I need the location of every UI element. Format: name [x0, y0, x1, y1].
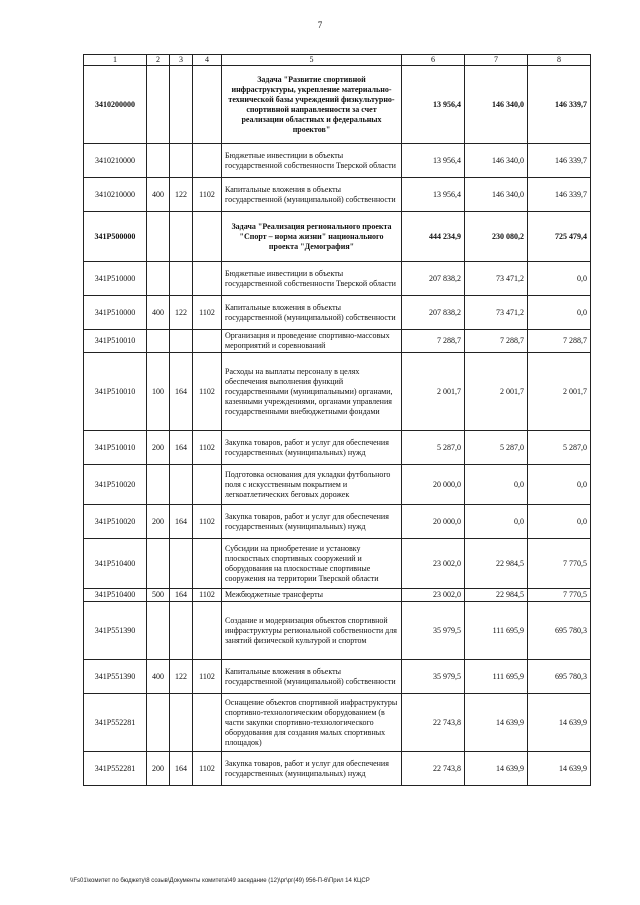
- target-code: 341P510020: [84, 505, 147, 539]
- item-name: Капитальные вложения в объекты государственной (муниципальной) собственности: [222, 296, 402, 330]
- amount-col-8: 14 639,9: [528, 694, 591, 752]
- amount-col-6: 22 743,8: [402, 694, 465, 752]
- amount-col-8: 7 288,7: [528, 330, 591, 353]
- amount-col-8: 7 770,5: [528, 589, 591, 602]
- section-code: [193, 694, 222, 752]
- amount-col-6: 444 234,9: [402, 212, 465, 262]
- expense-type-code: 500: [147, 589, 170, 602]
- table-row: [84, 178, 591, 212]
- table-row: [84, 330, 591, 353]
- section-code: 1102: [193, 296, 222, 330]
- column-number: 6: [402, 55, 465, 66]
- item-name: Капитальные вложения в объекты государственной (муниципальной) собственности: [222, 660, 402, 694]
- item-name: Оснащение объектов спортивной инфраструктуры спортивно-технологическим оборудованием (в части закупки спортивно-технологического оборудования для создания малых спортивных площадок): [222, 694, 402, 752]
- section-code: [193, 144, 222, 178]
- expense-type-code: [147, 66, 170, 144]
- administrator-code: [170, 144, 193, 178]
- table-row: [84, 353, 591, 431]
- footer-file-path: \\Fs01\комитет по бюджету\8 созыв\Документы комитета\49 заседание (12)\рг\рг(49) 956-П-6\Прил 14 КЦСР: [70, 878, 370, 884]
- amount-col-7: 7 288,7: [465, 330, 528, 353]
- amount-col-6: 22 743,8: [402, 752, 465, 786]
- amount-col-6: 20 000,0: [402, 465, 465, 505]
- amount-col-8: 725 479,4: [528, 212, 591, 262]
- amount-col-6: 23 002,0: [402, 589, 465, 602]
- expense-type-code: 200: [147, 431, 170, 465]
- administrator-code: 122: [170, 296, 193, 330]
- amount-col-6: 207 838,2: [402, 262, 465, 296]
- target-code: 341P510010: [84, 330, 147, 353]
- section-code: 1102: [193, 752, 222, 786]
- column-number: 1: [84, 55, 147, 66]
- item-name: Организация и проведение спортивно-массовых мероприятий и соревнований: [222, 330, 402, 353]
- amount-col-7: 14 639,9: [465, 694, 528, 752]
- section-code: [193, 330, 222, 353]
- amount-col-7: 22 984,5: [465, 539, 528, 589]
- expense-type-code: 400: [147, 296, 170, 330]
- expense-type-code: 200: [147, 752, 170, 786]
- target-code: 3410200000: [84, 66, 147, 144]
- amount-col-7: 73 471,2: [465, 262, 528, 296]
- section-code: 1102: [193, 353, 222, 431]
- section-code: 1102: [193, 431, 222, 465]
- amount-col-6: 13 956,4: [402, 66, 465, 144]
- column-number: 8: [528, 55, 591, 66]
- amount-col-7: 73 471,2: [465, 296, 528, 330]
- amount-col-8: 5 287,0: [528, 431, 591, 465]
- amount-col-6: 13 956,4: [402, 178, 465, 212]
- item-name: Закупка товаров, работ и услуг для обеспечения государственных (муниципальных) нужд: [222, 505, 402, 539]
- amount-col-7: 146 340,0: [465, 144, 528, 178]
- amount-col-8: 146 339,7: [528, 66, 591, 144]
- column-number: 3: [170, 55, 193, 66]
- administrator-code: [170, 212, 193, 262]
- expense-type-code: [147, 212, 170, 262]
- amount-col-7: 22 984,5: [465, 589, 528, 602]
- item-name: Создание и модернизация объектов спортивной инфраструктуры региональной собственности для занятий физической культурой и спортом: [222, 602, 402, 660]
- administrator-code: 164: [170, 752, 193, 786]
- amount-col-7: 146 340,0: [465, 178, 528, 212]
- section-code: [193, 212, 222, 262]
- administrator-code: 164: [170, 353, 193, 431]
- amount-col-7: 230 080,2: [465, 212, 528, 262]
- table-row: [84, 296, 591, 330]
- amount-col-6: 23 002,0: [402, 539, 465, 589]
- amount-col-7: 5 287,0: [465, 431, 528, 465]
- target-code: 341P510400: [84, 539, 147, 589]
- amount-col-8: 695 780,3: [528, 660, 591, 694]
- amount-col-8: 146 339,7: [528, 144, 591, 178]
- section-code: [193, 539, 222, 589]
- amount-col-8: 2 001,7: [528, 353, 591, 431]
- item-name: Подготовка основания для укладки футбольного поля с искусственным покрытием и легкоатлетических беговых дорожек: [222, 465, 402, 505]
- expense-type-code: [147, 144, 170, 178]
- column-number: 4: [193, 55, 222, 66]
- target-code: 3410210000: [84, 144, 147, 178]
- table-row: [84, 602, 591, 660]
- administrator-code: 122: [170, 178, 193, 212]
- table-row: [84, 212, 591, 262]
- item-name: Межбюджетные трансферты: [222, 589, 402, 602]
- expense-type-code: 400: [147, 660, 170, 694]
- administrator-code: [170, 465, 193, 505]
- target-code: 341P500000: [84, 212, 147, 262]
- expense-type-code: [147, 465, 170, 505]
- administrator-code: [170, 66, 193, 144]
- table-row: [84, 539, 591, 589]
- section-code: [193, 262, 222, 296]
- table-row: [84, 465, 591, 505]
- administrator-code: [170, 262, 193, 296]
- target-code: 341P510020: [84, 465, 147, 505]
- target-code: 341P551390: [84, 660, 147, 694]
- budget-table: [83, 54, 591, 786]
- table-row: [84, 431, 591, 465]
- amount-col-6: 7 288,7: [402, 330, 465, 353]
- expense-type-code: 200: [147, 505, 170, 539]
- item-name: Задача "Реализация регионального проекта "Спорт – норма жизни" национального проекта "Демография": [222, 212, 402, 262]
- column-number: 2: [147, 55, 170, 66]
- section-code: [193, 66, 222, 144]
- target-code: 341P510000: [84, 262, 147, 296]
- administrator-code: 164: [170, 589, 193, 602]
- amount-col-6: 207 838,2: [402, 296, 465, 330]
- column-number: 5: [222, 55, 402, 66]
- item-name: Задача "Развитие спортивной инфраструктуры, укрепление материально-технической базы учреждений физкультурно-спортивной направленности за счет реализации областных и федеральных проектов": [222, 66, 402, 144]
- administrator-code: [170, 539, 193, 589]
- amount-col-8: 14 639,9: [528, 752, 591, 786]
- expense-type-code: [147, 694, 170, 752]
- column-number-row: [84, 55, 591, 66]
- target-code: 341P510010: [84, 431, 147, 465]
- table-row: [84, 660, 591, 694]
- expense-type-code: 400: [147, 178, 170, 212]
- item-name: Закупка товаров, работ и услуг для обеспечения государственных (муниципальных) нужд: [222, 431, 402, 465]
- section-code: 1102: [193, 589, 222, 602]
- item-name: Расходы на выплаты персоналу в целях обеспечения выполнения функций государственными (муниципальными) органами, казенными учреждениями, органами управления государственными внебюджетными фондами: [222, 353, 402, 431]
- table-row: [84, 262, 591, 296]
- administrator-code: [170, 330, 193, 353]
- amount-col-7: 0,0: [465, 465, 528, 505]
- amount-col-6: 35 979,5: [402, 602, 465, 660]
- section-code: [193, 465, 222, 505]
- table-row: [84, 589, 591, 602]
- target-code: 341P510000: [84, 296, 147, 330]
- amount-col-8: 0,0: [528, 262, 591, 296]
- table-row: [84, 66, 591, 144]
- administrator-code: 164: [170, 505, 193, 539]
- expense-type-code: [147, 539, 170, 589]
- amount-col-8: 0,0: [528, 296, 591, 330]
- amount-col-6: 13 956,4: [402, 144, 465, 178]
- expense-type-code: [147, 602, 170, 660]
- amount-col-8: 146 339,7: [528, 178, 591, 212]
- item-name: Капитальные вложения в объекты государственной (муниципальной) собственности: [222, 178, 402, 212]
- section-code: 1102: [193, 505, 222, 539]
- page-number: 7: [317, 20, 323, 30]
- section-code: [193, 602, 222, 660]
- target-code: 341P510400: [84, 589, 147, 602]
- item-name: Бюджетные инвестиции в объекты государственной собственности Тверской области: [222, 144, 402, 178]
- table-row: [84, 144, 591, 178]
- expense-type-code: 100: [147, 353, 170, 431]
- amount-col-6: 35 979,5: [402, 660, 465, 694]
- amount-col-7: 2 001,7: [465, 353, 528, 431]
- column-number: 7: [465, 55, 528, 66]
- amount-col-7: 14 639,9: [465, 752, 528, 786]
- target-code: 341P552281: [84, 694, 147, 752]
- administrator-code: [170, 694, 193, 752]
- target-code: 341P510010: [84, 353, 147, 431]
- amount-col-8: 695 780,3: [528, 602, 591, 660]
- amount-col-7: 111 695,9: [465, 660, 528, 694]
- target-code: 341P551390: [84, 602, 147, 660]
- target-code: 3410210000: [84, 178, 147, 212]
- table-row: [84, 752, 591, 786]
- administrator-code: 122: [170, 660, 193, 694]
- administrator-code: 164: [170, 431, 193, 465]
- section-code: 1102: [193, 660, 222, 694]
- amount-col-6: 2 001,7: [402, 353, 465, 431]
- amount-col-8: 0,0: [528, 505, 591, 539]
- target-code: 341P552281: [84, 752, 147, 786]
- item-name: Субсидии на приобретение и установку плоскостных спортивных сооружений и оборудования на плоскостные спортивные сооружения на территории Тверской области: [222, 539, 402, 589]
- section-code: 1102: [193, 178, 222, 212]
- expense-type-code: [147, 262, 170, 296]
- amount-col-8: 7 770,5: [528, 539, 591, 589]
- expense-type-code: [147, 330, 170, 353]
- amount-col-7: 0,0: [465, 505, 528, 539]
- amount-col-6: 20 000,0: [402, 505, 465, 539]
- item-name: Бюджетные инвестиции в объекты государственной собственности Тверской области: [222, 262, 402, 296]
- amount-col-7: 146 340,0: [465, 66, 528, 144]
- amount-col-7: 111 695,9: [465, 602, 528, 660]
- amount-col-6: 5 287,0: [402, 431, 465, 465]
- table-row: [84, 505, 591, 539]
- administrator-code: [170, 602, 193, 660]
- table-row: [84, 694, 591, 752]
- item-name: Закупка товаров, работ и услуг для обеспечения государственных (муниципальных) нужд: [222, 752, 402, 786]
- amount-col-8: 0,0: [528, 465, 591, 505]
